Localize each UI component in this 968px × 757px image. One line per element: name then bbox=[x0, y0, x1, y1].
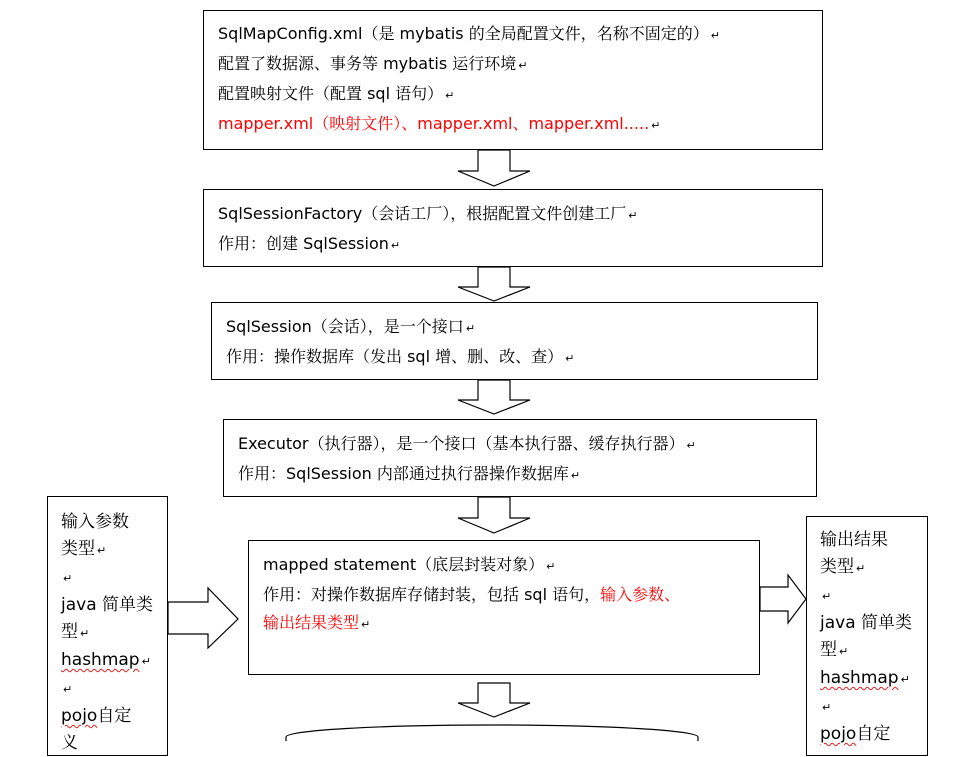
config-line-2: 配置了数据源、事务等 mybatis 运行环境 ↵ bbox=[218, 54, 528, 73]
executor-box bbox=[223, 419, 817, 497]
session-line-1: SqlSession（会话），是一个接口 ↵ bbox=[226, 317, 476, 336]
config-line-1: SqlMapConfig.xml（是 mybatis 的全局配置文件，名称不固定的） ↵ bbox=[218, 24, 720, 43]
input-item-java-1: java 简单类 bbox=[61, 595, 154, 615]
arrow-right-input bbox=[168, 588, 240, 650]
sqlsession-box bbox=[211, 302, 818, 380]
output-title-line-2: 类型 ↵ bbox=[820, 557, 866, 577]
output-item-java-1: java 简单类 bbox=[820, 613, 913, 633]
input-item-hashmap: hashmap ↵ bbox=[61, 650, 151, 670]
arrow-down-1 bbox=[462, 150, 532, 188]
config-line-4: mapper.xml（映射文件）、mapper.xml、mapper.xml..... ↵ bbox=[218, 114, 661, 133]
database-cylinder bbox=[285, 724, 701, 741]
input-item-java-2: 型 ↵ bbox=[61, 622, 90, 642]
session-line-2: 作用：操作数据库（发出 sql 增、删、改、查） ↵ bbox=[226, 347, 575, 366]
output-title-line-1: 输出结果 bbox=[820, 530, 888, 550]
input-item-pojo: pojo自定 bbox=[61, 706, 132, 726]
mapped-statement-box bbox=[248, 540, 760, 675]
executor-line-1: Executor（执行器），是一个接口（基本执行器、缓存执行器） ↵ bbox=[238, 434, 696, 453]
sqlmapconfig-box bbox=[203, 10, 823, 150]
mapped-line-1: mapped statement（底层封装对象） ↵ bbox=[263, 555, 556, 574]
output-item-hashmap: hashmap ↵ bbox=[820, 668, 910, 688]
output-blank-1: ↵ bbox=[822, 590, 832, 603]
input-item-pojo-2: 义 bbox=[61, 733, 78, 753]
mapped-line-2: 作用：对操作数据库存储封装，包括 sql 语句，输入参数、 bbox=[263, 585, 681, 604]
factory-line-1: SqlSessionFactory（会话工厂），根据配置文件创建工厂 ↵ bbox=[218, 204, 638, 223]
arrow-down-3 bbox=[462, 380, 532, 416]
executor-line-2: 作用：SqlSession 内部通过执行器操作数据库 ↵ bbox=[238, 464, 581, 483]
arrow-down-2 bbox=[462, 267, 532, 303]
arrow-down-5 bbox=[462, 683, 532, 719]
output-item-java-2: 型 ↵ bbox=[820, 640, 849, 660]
factory-line-2: 作用：创建 SqlSession ↵ bbox=[218, 234, 401, 253]
input-title-line-2: 类型 ↵ bbox=[61, 539, 107, 559]
sqlsessionfactory-box bbox=[203, 189, 823, 267]
output-result-box bbox=[806, 516, 928, 756]
input-blank-1: ↵ bbox=[63, 572, 73, 585]
input-title-line-1: 输入参数 bbox=[61, 512, 129, 532]
input-blank-2: ↵ bbox=[63, 683, 73, 696]
arrow-right-output bbox=[760, 575, 808, 625]
mapped-line-3: 输出结果类型 ↵ bbox=[263, 613, 371, 632]
config-line-3: 配置映射文件（配置 sql 语句） ↵ bbox=[218, 84, 455, 103]
arrow-down-4 bbox=[462, 497, 532, 535]
input-params-box bbox=[47, 496, 168, 756]
output-item-pojo: pojo自定 bbox=[820, 724, 891, 744]
output-blank-2: ↵ bbox=[822, 701, 832, 714]
